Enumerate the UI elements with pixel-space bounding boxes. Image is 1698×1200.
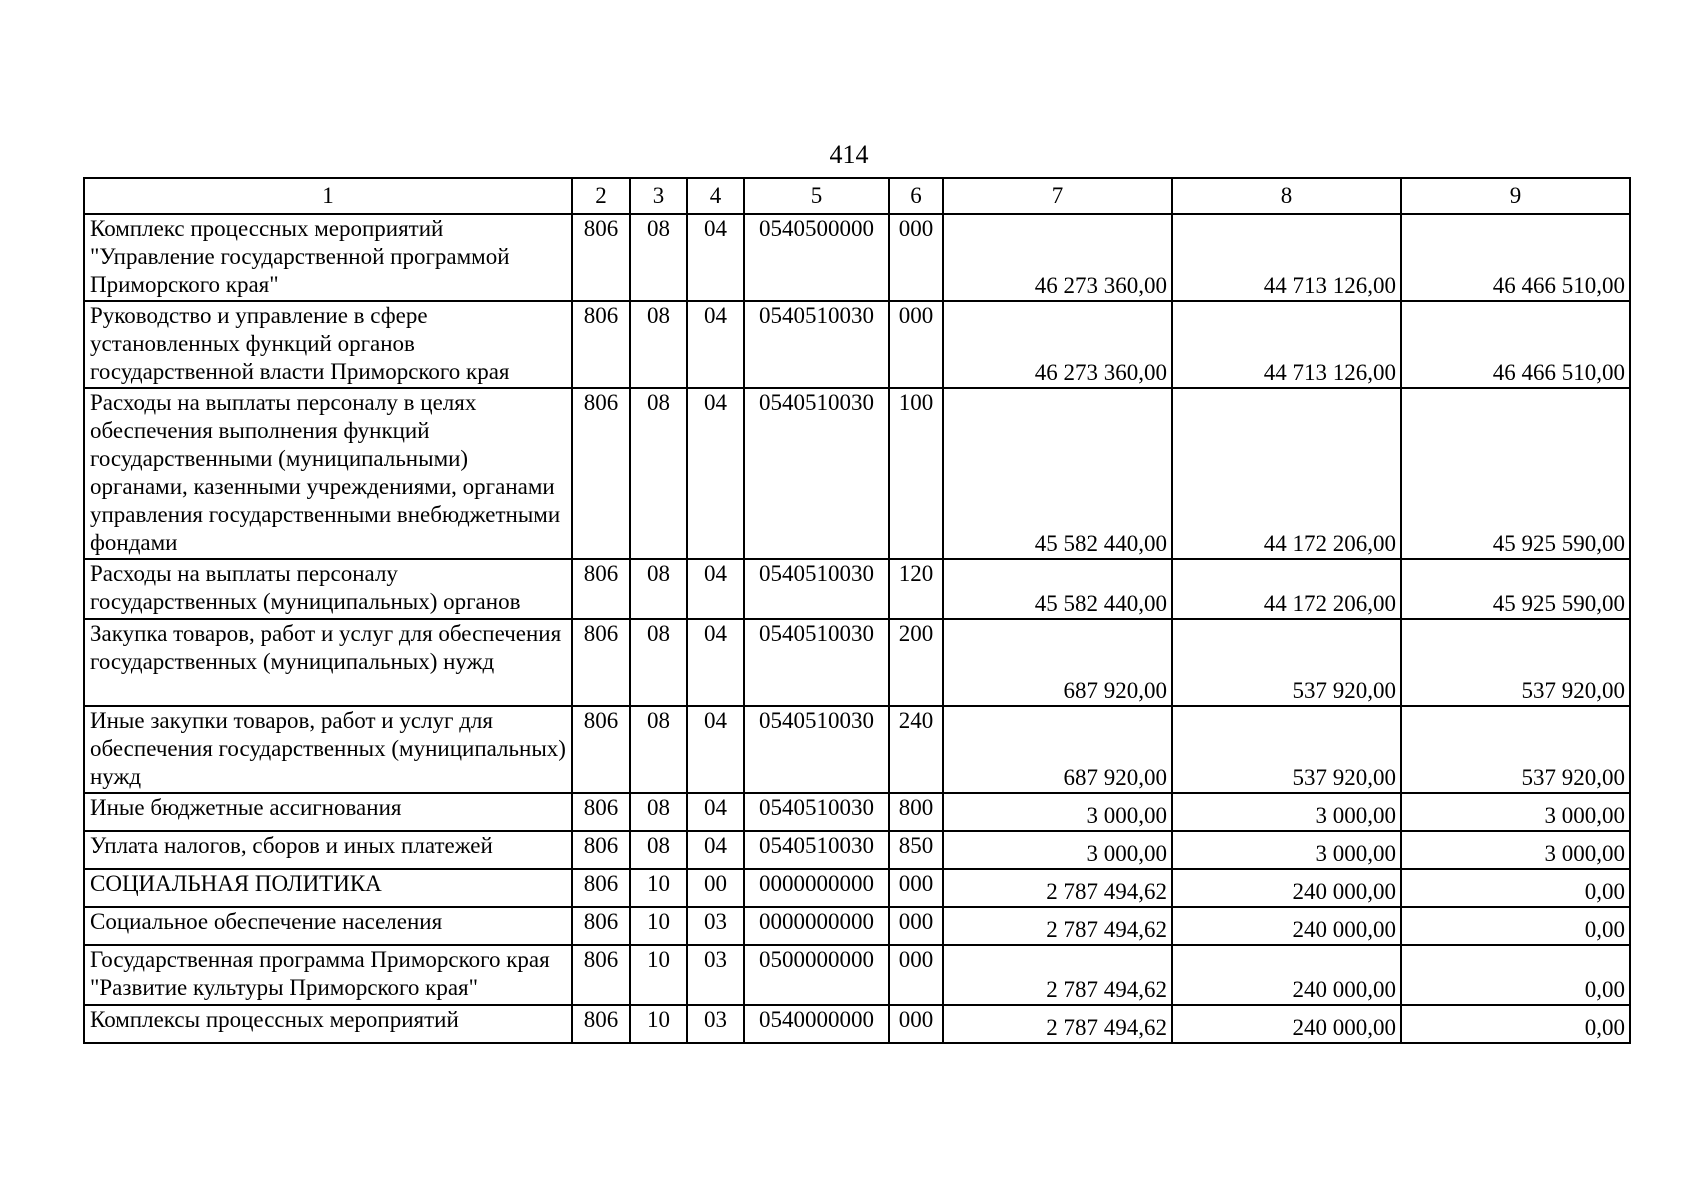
admin-code: 806 xyxy=(572,945,630,1005)
amount-col-9: 537 920,00 xyxy=(1401,619,1630,706)
row-label: Государственная программа Приморского края "Развитие культуры Приморского края" xyxy=(84,945,572,1005)
amount-col-9: 3 000,00 xyxy=(1401,831,1630,869)
amount-col-9: 45 925 590,00 xyxy=(1401,388,1630,559)
table-row xyxy=(84,945,1630,1005)
admin-code: 806 xyxy=(572,559,630,619)
table-row xyxy=(84,619,1630,706)
subsection-code: 04 xyxy=(687,706,744,793)
target-article-code: 0540510030 xyxy=(744,619,889,706)
admin-code: 806 xyxy=(572,214,630,301)
expense-type-code: 850 xyxy=(889,831,943,869)
section-code: 08 xyxy=(630,619,687,706)
column-header: 4 xyxy=(687,178,744,214)
section-code: 08 xyxy=(630,831,687,869)
target-article-code: 0540510030 xyxy=(744,793,889,831)
amount-col-7: 46 273 360,00 xyxy=(943,301,1172,388)
amount-col-7: 45 582 440,00 xyxy=(943,388,1172,559)
expense-type-code: 100 xyxy=(889,388,943,559)
section-code: 08 xyxy=(630,214,687,301)
expense-type-code: 200 xyxy=(889,619,943,706)
amount-col-8: 240 000,00 xyxy=(1172,1005,1401,1043)
amount-col-9: 3 000,00 xyxy=(1401,793,1630,831)
section-code: 08 xyxy=(630,793,687,831)
admin-code: 806 xyxy=(572,907,630,945)
expense-type-code: 800 xyxy=(889,793,943,831)
expense-type-code: 000 xyxy=(889,301,943,388)
subsection-code: 04 xyxy=(687,619,744,706)
amount-col-7: 3 000,00 xyxy=(943,793,1172,831)
table-row xyxy=(84,706,1630,793)
amount-col-7: 2 787 494,62 xyxy=(943,1005,1172,1043)
page-number: 414 xyxy=(829,140,869,169)
target-article-code: 0540510030 xyxy=(744,559,889,619)
amount-col-8: 44 172 206,00 xyxy=(1172,559,1401,619)
amount-col-7: 2 787 494,62 xyxy=(943,907,1172,945)
expense-type-code: 000 xyxy=(889,214,943,301)
amount-col-8: 240 000,00 xyxy=(1172,945,1401,1005)
column-header: 6 xyxy=(889,178,943,214)
amount-col-8: 44 172 206,00 xyxy=(1172,388,1401,559)
table-row xyxy=(84,214,1630,301)
amount-col-9: 537 920,00 xyxy=(1401,706,1630,793)
subsection-code: 03 xyxy=(687,907,744,945)
column-header: 7 xyxy=(943,178,1172,214)
table-row xyxy=(84,831,1630,869)
admin-code: 806 xyxy=(572,388,630,559)
expense-type-code: 000 xyxy=(889,945,943,1005)
row-label: Иные закупки товаров, работ и услуг для обеспечения государственных (муниципальных) нужд xyxy=(84,706,572,793)
table-row xyxy=(84,907,1630,945)
budget-table xyxy=(83,177,1631,1044)
subsection-code: 04 xyxy=(687,388,744,559)
subsection-code: 04 xyxy=(687,301,744,388)
table-row xyxy=(84,869,1630,907)
admin-code: 806 xyxy=(572,706,630,793)
amount-col-9: 45 925 590,00 xyxy=(1401,559,1630,619)
target-article-code: 0000000000 xyxy=(744,907,889,945)
amount-col-8: 3 000,00 xyxy=(1172,831,1401,869)
amount-col-8: 537 920,00 xyxy=(1172,619,1401,706)
admin-code: 806 xyxy=(572,831,630,869)
admin-code: 806 xyxy=(572,1005,630,1043)
amount-col-7: 687 920,00 xyxy=(943,706,1172,793)
row-label: Комплексы процессных мероприятий xyxy=(84,1005,572,1043)
column-header: 9 xyxy=(1401,178,1630,214)
row-label: Расходы на выплаты персоналу государственных (муниципальных) органов xyxy=(84,559,572,619)
row-label: СОЦИАЛЬНАЯ ПОЛИТИКА xyxy=(84,869,572,907)
column-header: 8 xyxy=(1172,178,1401,214)
amount-col-7: 687 920,00 xyxy=(943,619,1172,706)
amount-col-8: 240 000,00 xyxy=(1172,907,1401,945)
subsection-code: 00 xyxy=(687,869,744,907)
target-article-code: 0000000000 xyxy=(744,869,889,907)
amount-col-9: 0,00 xyxy=(1401,945,1630,1005)
amount-col-9: 46 466 510,00 xyxy=(1401,301,1630,388)
row-label: Иные бюджетные ассигнования xyxy=(84,793,572,831)
admin-code: 806 xyxy=(572,301,630,388)
amount-col-8: 240 000,00 xyxy=(1172,869,1401,907)
expense-type-code: 240 xyxy=(889,706,943,793)
amount-col-8: 44 713 126,00 xyxy=(1172,301,1401,388)
column-header: 3 xyxy=(630,178,687,214)
amount-col-9: 0,00 xyxy=(1401,869,1630,907)
admin-code: 806 xyxy=(572,619,630,706)
section-code: 10 xyxy=(630,945,687,1005)
amount-col-7: 46 273 360,00 xyxy=(943,214,1172,301)
expense-type-code: 000 xyxy=(889,869,943,907)
table-row xyxy=(84,793,1630,831)
target-article-code: 0540510030 xyxy=(744,301,889,388)
row-label: Руководство и управление в сфере установленных функций органов государственной власти Приморского края xyxy=(84,301,572,388)
subsection-code: 04 xyxy=(687,831,744,869)
subsection-code: 04 xyxy=(687,559,744,619)
subsection-code: 03 xyxy=(687,1005,744,1043)
column-number-row xyxy=(84,178,1630,214)
row-label: Уплата налогов, сборов и иных платежей xyxy=(84,831,572,869)
table-row xyxy=(84,301,1630,388)
section-code: 08 xyxy=(630,706,687,793)
amount-col-7: 2 787 494,62 xyxy=(943,945,1172,1005)
amount-col-8: 3 000,00 xyxy=(1172,793,1401,831)
admin-code: 806 xyxy=(572,793,630,831)
expense-type-code: 000 xyxy=(889,907,943,945)
column-header: 1 xyxy=(84,178,572,214)
target-article-code: 0540510030 xyxy=(744,388,889,559)
subsection-code: 03 xyxy=(687,945,744,1005)
expense-type-code: 000 xyxy=(889,1005,943,1043)
target-article-code: 0500000000 xyxy=(744,945,889,1005)
amount-col-8: 44 713 126,00 xyxy=(1172,214,1401,301)
row-label: Комплекс процессных мероприятий "Управление государственной программой Приморского края" xyxy=(84,214,572,301)
target-article-code: 0540500000 xyxy=(744,214,889,301)
table-row xyxy=(84,388,1630,559)
column-header: 2 xyxy=(572,178,630,214)
amount-col-9: 0,00 xyxy=(1401,1005,1630,1043)
row-label: Расходы на выплаты персоналу в целях обеспечения выполнения функций государственными (муниципальными) органами, казенными учреждениями, органами управления государственными внебюджетными фондами xyxy=(84,388,572,559)
section-code: 10 xyxy=(630,1005,687,1043)
section-code: 08 xyxy=(630,301,687,388)
target-article-code: 0540000000 xyxy=(744,1005,889,1043)
row-label: Социальное обеспечение населения xyxy=(84,907,572,945)
table-row xyxy=(84,1005,1630,1043)
amount-col-9: 0,00 xyxy=(1401,907,1630,945)
admin-code: 806 xyxy=(572,869,630,907)
expense-type-code: 120 xyxy=(889,559,943,619)
section-code: 08 xyxy=(630,559,687,619)
table-row xyxy=(84,559,1630,619)
section-code: 10 xyxy=(630,907,687,945)
column-header: 5 xyxy=(744,178,889,214)
amount-col-8: 537 920,00 xyxy=(1172,706,1401,793)
subsection-code: 04 xyxy=(687,793,744,831)
row-label: Закупка товаров, работ и услуг для обеспечения государственных (муниципальных) нужд xyxy=(84,619,572,706)
target-article-code: 0540510030 xyxy=(744,831,889,869)
section-code: 10 xyxy=(630,869,687,907)
amount-col-7: 3 000,00 xyxy=(943,831,1172,869)
section-code: 08 xyxy=(630,388,687,559)
amount-col-7: 45 582 440,00 xyxy=(943,559,1172,619)
subsection-code: 04 xyxy=(687,214,744,301)
amount-col-9: 46 466 510,00 xyxy=(1401,214,1630,301)
amount-col-7: 2 787 494,62 xyxy=(943,869,1172,907)
target-article-code: 0540510030 xyxy=(744,706,889,793)
